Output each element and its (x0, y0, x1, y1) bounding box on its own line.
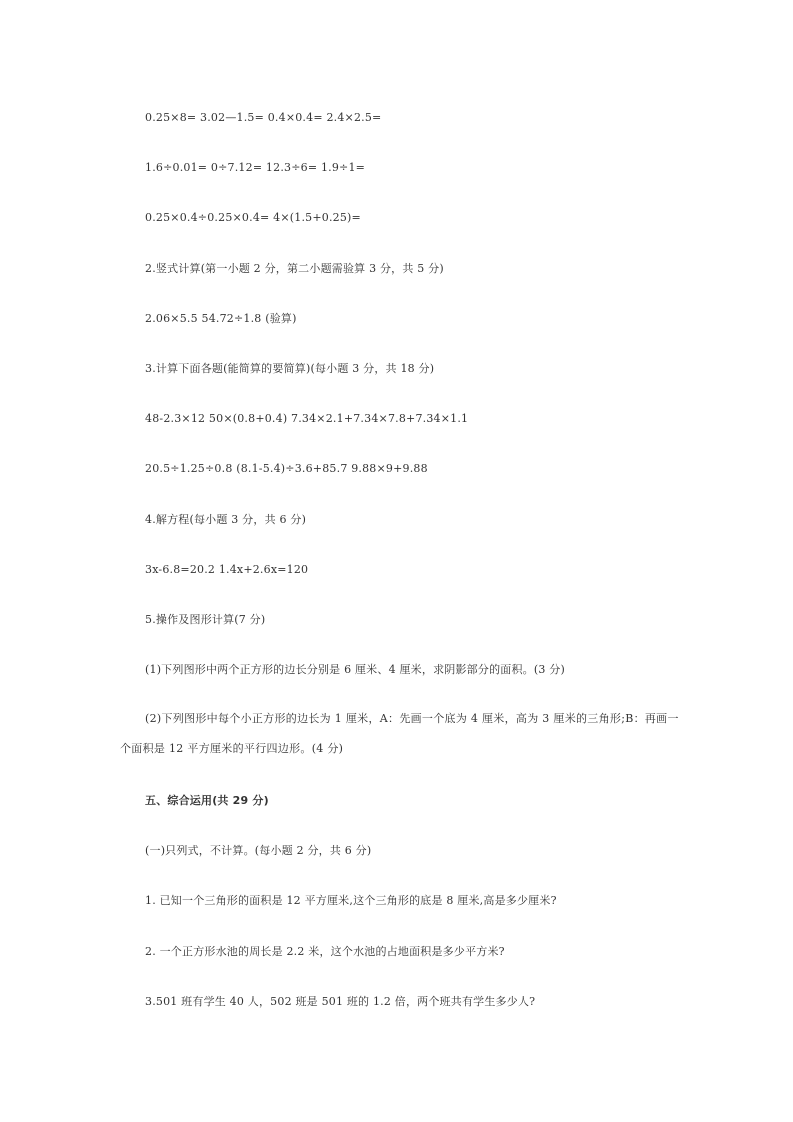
geometry-question-2: (2)下列图形中每个小正方形的边长为 1 厘米，A：先画一个底为 4 厘米，高为 3 厘米的三角形;B：再画一个面积是 12 平方厘米的平行四边形。(4 分) (120, 712, 679, 755)
oral-calc-row-3: 0.25×0.4÷0.25×0.4= 4×(1.5+0.25)= (145, 211, 361, 224)
compute-row-2: 20.5÷1.25÷0.8 (8.1-5.4)÷3.6+85.7 9.88×9+9.88 (145, 462, 428, 475)
compute-heading: 3.计算下面各题(能简算的要简算)(每小题 3 分，共 18 分) (145, 362, 435, 375)
word-problem-2: 2. 一个正方形水池的周长是 2.2 米，这个水池的占地面积是多少平方米? (145, 945, 505, 958)
geometry-heading: 5.操作及图形计算(7 分) (145, 613, 266, 626)
oral-calc-row-1: 0.25×8= 3.02—1.5= 0.4×0.4= 2.4×2.5= (145, 111, 382, 124)
compute-row-1: 48-2.3×12 50×(0.8+0.4) 7.34×2.1+7.34×7.8+7.34×1.1 (145, 412, 469, 425)
equation-heading: 4.解方程(每小题 3 分，共 6 分) (145, 513, 307, 526)
section-heading: 五、综合运用(共 29 分) (145, 794, 269, 807)
vertical-calc-problems: 2.06×5.5 54.72÷1.8 (验算) (145, 312, 297, 325)
oral-calc-row-2: 1.6÷0.01= 0÷7.12= 12.3÷6= 1.9÷1= (145, 161, 366, 174)
word-problem-1: 1. 已知一个三角形的面积是 12 平方厘米,这个三角形的底是 8 厘米,高是多少厘米? (145, 894, 557, 907)
sub-heading: (一)只列式，不计算。(每小题 2 分，共 6 分) (145, 844, 372, 857)
vertical-calc-heading: 2.竖式计算(第一小题 2 分，第二小题需验算 3 分，共 5 分) (145, 262, 444, 275)
equation-problems: 3x-6.8=20.2 1.4x+2.6x=120 (145, 563, 309, 576)
geometry-question-1: (1)下列图形中两个正方形的边长分别是 6 厘米、4 厘米，求阴影部分的面积。(3 分) (145, 663, 565, 676)
word-problem-3: 3.501 班有学生 40 人，502 班是 501 班的 1.2 倍，两个班共有学生多少人? (145, 995, 536, 1008)
